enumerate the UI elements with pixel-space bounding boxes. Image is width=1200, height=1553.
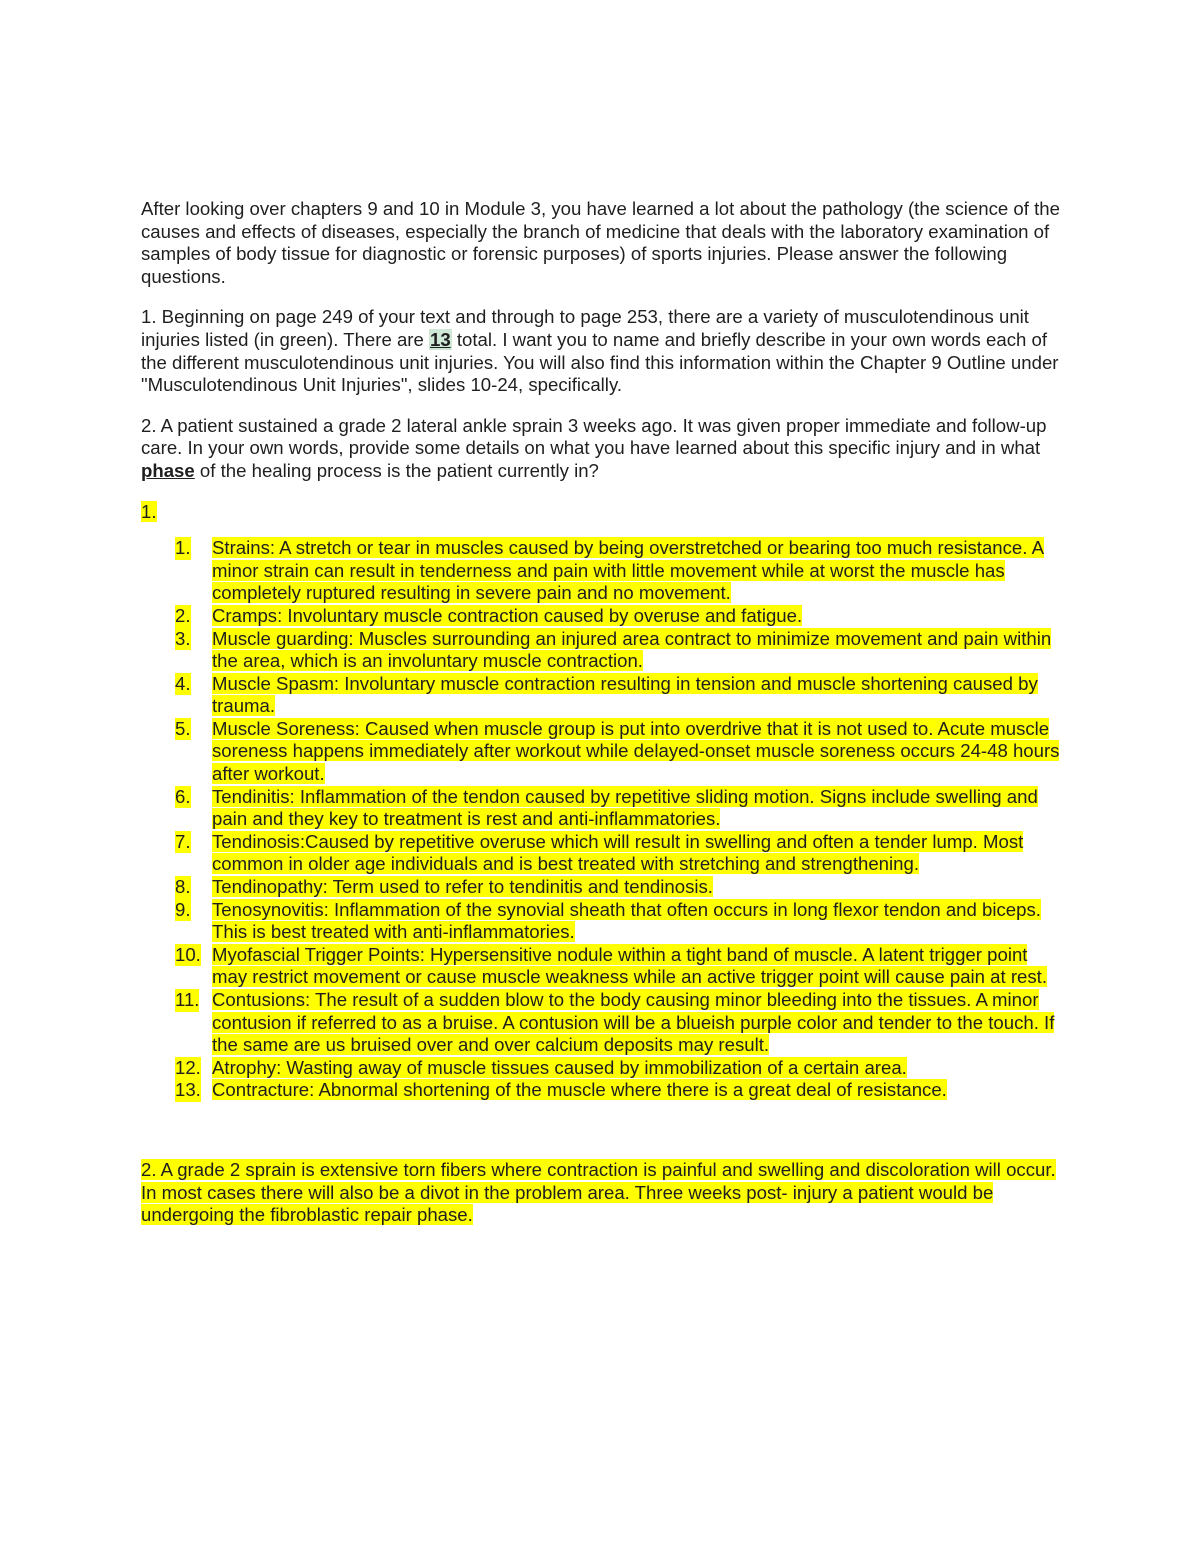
- injury-answer-item: [141, 989, 1066, 1057]
- injury-answer-item: [141, 718, 1066, 786]
- injury-answer-item: [141, 831, 1066, 876]
- injury-answer-item: [141, 786, 1066, 831]
- answer-item-number: 11.: [175, 989, 200, 1010]
- injury-answer-item: [141, 537, 1066, 605]
- answer-item-text: Strains: A stretch or tear in muscles caused by being overstretched or bearing too much resistance. A minor strain can result in tenderness and pain with little movement while at worst the muscle has completely ruptured resulting in severe pain and no movement.: [212, 537, 1044, 604]
- injury-answer-item: [141, 899, 1066, 944]
- injury-answer-item: [141, 1057, 1066, 1080]
- answer-2-paragraph: [141, 1159, 1066, 1227]
- question-2-text-after: of the healing process is the patient currently in?: [194, 459, 599, 481]
- answer-item-text: Muscle guarding: Muscles surrounding an injured area contract to minimize movement and pain within the area, which is an involuntary muscle contraction.: [212, 627, 1052, 672]
- answer-item-number: 6.: [175, 785, 191, 807]
- answer-item-text: Contusions: The result of a sudden blow to the body causing minor bleeding into the tissues. A minor contusion if referred to as a bruise. A contusion will be a blueish purple color and tender to the touch. If the same are us bruised over and over calcium deposits may result.: [212, 989, 1055, 1056]
- injury-answer-item: [141, 628, 1066, 673]
- answer-item-number: 4.: [175, 672, 191, 694]
- answer-item-number: 8.: [175, 876, 191, 898]
- answer-item-number: 5.: [175, 717, 191, 739]
- answer-item-text: Tendinitis: Inflammation of the tendon caused by repetitive sliding motion. Signs include swelling and pain and they key to treatment is rest and anti-inflammatories.: [212, 785, 1038, 830]
- answer-item-text: Muscle Soreness: Caused when muscle group is put into overdrive that it is not used to. Acute muscle soreness happens immediately after workout while delayed-onset muscle soreness occurs 24-48 hours after workout.: [212, 717, 1060, 785]
- answer-2-text: 2. A grade 2 sprain is extensive torn fibers where contraction is painful and swelling and discoloration will occur. In most cases there will also be a divot in the problem area. Three weeks post- injury a patient would be undergoing the fibroblastic repair phase.: [141, 1158, 1056, 1226]
- answer-item-text: Contracture: Abnormal shortening of the muscle where there is a great deal of resistance.: [212, 1079, 947, 1101]
- answer-item-number: 3.: [175, 627, 191, 649]
- answer-item-number: 2.: [175, 604, 191, 626]
- answer-item-text: Cramps: Involuntary muscle contraction caused by overuse and fatigue.: [212, 604, 803, 626]
- injury-count-highlight: 13: [430, 328, 451, 350]
- answer-item-text: Myofascial Trigger Points: Hypersensitive nodule within a tight band of muscle. A latent trigger point may restrict movement or cause muscle weakness while an active trigger point will cause pain at rest.: [212, 943, 1048, 988]
- answer-item-number: 1.: [175, 537, 191, 559]
- question-2-text-before: 2. A patient sustained a grade 2 lateral ankle sprain 3 weeks ago. It was given proper immediate and follow-up care. In your own words, provide some details on what you have learned about this specific injury and in what: [141, 414, 1047, 459]
- answer-item-number: 12.: [175, 1056, 201, 1078]
- injury-answer-list: [141, 537, 1066, 1102]
- injury-answer-item: [141, 944, 1066, 989]
- answer-item-text: Tendinosis:Caused by repetitive overuse which will result in swelling and often a tender lump. Most common in older age individuals and is best treated with stretching and strengthening.: [212, 830, 1024, 875]
- answer-item-text: Tenosynovitis: Inflammation of the synovial sheath that often occurs in long flexor tendon and biceps. This is best treated with anti-inflammatories.: [212, 898, 1041, 943]
- question-1: [141, 306, 1066, 396]
- intro-paragraph: After looking over chapters 9 and 10 in Module 3, you have learned a lot about the pathology (the science of the causes and effects of diseases, especially the branch of medicine that deals with the laboratory examination of samples of body tissue for diagnostic or forensic purposes) of sports injuries. Please answer the following questions.: [141, 198, 1060, 287]
- answer-item-number: 13.: [175, 1079, 201, 1101]
- answer-1-label: 1.: [141, 500, 157, 522]
- phase-emphasis: phase: [141, 459, 195, 481]
- question-2: [141, 415, 1066, 483]
- injury-answer-item: [141, 1079, 1066, 1102]
- injury-answer-item: [141, 673, 1066, 718]
- answer-item-text: Tendinopathy: Term used to refer to tendinitis and tendinosis.: [212, 876, 713, 898]
- answer-item-text: Muscle Spasm: Involuntary muscle contraction resulting in tension and muscle shortening caused by trauma.: [212, 672, 1038, 717]
- question-1-text-before: 1. Beginning on page 249 of your text and through to page 253, there are a variety of musculotendinous unit injuries listed (in green). There are: [141, 306, 1029, 350]
- document-page: [141, 198, 1066, 1227]
- answer-item-text: Atrophy: Wasting away of muscle tissues caused by immobilization of a certain area.: [212, 1056, 907, 1078]
- question-1-text-after: total. I want you to name and briefly describe in your own words each of the different musculotendinous unit injuries. You will also find this information within the Chapter 9 Outline under "Musculotendinous Unit Injuries", slides 10-24, specifically.: [141, 328, 1059, 396]
- answer-item-number: 9.: [175, 898, 191, 920]
- answer-item-number: 7.: [175, 830, 191, 852]
- answer-item-number: 10.: [175, 943, 201, 965]
- injury-answer-item: [141, 605, 1066, 628]
- injury-answer-item: [141, 876, 1066, 899]
